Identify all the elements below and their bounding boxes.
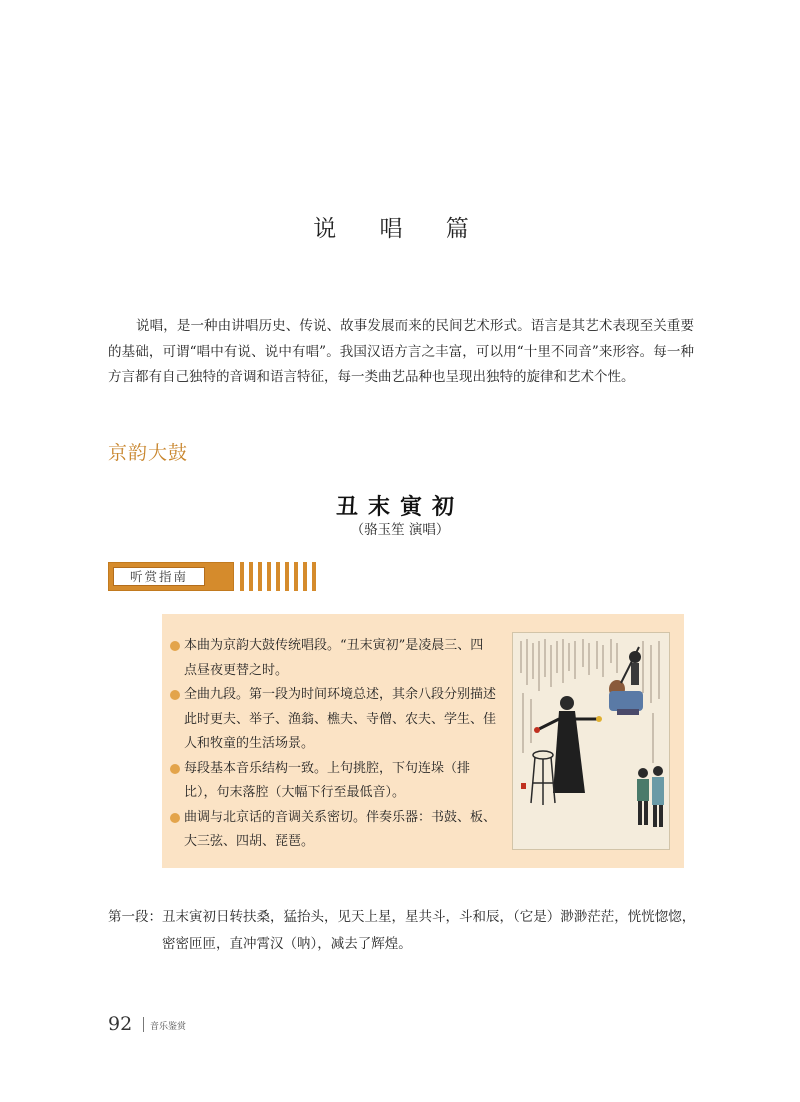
listening-notes-list [170, 634, 496, 855]
drum-singer-painting [512, 632, 670, 850]
verse-label: 第一段： [108, 909, 162, 925]
footer-book-title: 音乐鉴赏 [150, 1022, 187, 1032]
note-text: 每段基本音乐结构一致。上句挑腔，下句连垛（排比），句末落腔（大幅下行至最低音）。 [184, 760, 471, 800]
list-item [170, 757, 496, 806]
list-item [170, 634, 496, 683]
verse-text: 丑末寅初日转扶桑，猛抬头，见天上星，星共斗，斗和辰，（它是）渺渺茫茫，恍恍惚惚，密密匝匝，直冲霄汉（呐），减去了辉煌。 [162, 909, 696, 952]
performer-credit: （骆玉笙 演唱） [350, 522, 450, 538]
note-text: 本曲为京韵大鼓传统唱段。“丑末寅初”是凌晨三、四点昼夜更替之时。 [184, 638, 484, 678]
note-text: 曲调与北京话的音调关系密切。伴奏乐器：书鼓、板、大三弦、四胡、琵琶。 [184, 809, 497, 849]
lyrics-verse-1 [108, 904, 698, 958]
intro-paragraph [108, 314, 694, 391]
piece-title: 丑末寅初 [335, 494, 464, 520]
listening-guide-tab [108, 562, 234, 591]
painting-illustration [513, 633, 669, 849]
list-item [170, 683, 496, 757]
page-number: 92 [108, 1013, 133, 1035]
guide-stripes-decoration [240, 562, 316, 591]
bullet-dot-icon [170, 641, 180, 651]
bullet-dot-icon [170, 690, 180, 700]
listening-guide-label: 听赏指南 [113, 567, 205, 586]
footer-divider [143, 1017, 144, 1032]
category-heading: 京韵大鼓 [108, 442, 189, 464]
list-item [170, 806, 496, 855]
bullet-dot-icon [170, 813, 180, 823]
bullet-dot-icon [170, 764, 180, 774]
intro-text: 说唱，是一种由讲唱历史、传说、故事发展而来的民间艺术形式。语言是其艺术表现至关重要的基础，可谓“唱中有说、说中有唱”。我国汉语方言之丰富，可以用“十里不同音”来形容。每一种方言都有自己独特的音调和语言特征，每一类曲艺品种也呈现出独特的旋律和艺术个性。 [108, 318, 694, 385]
note-text: 全曲九段。第一段为时间环境总述，其余八段分别描述此时更夫、举子、渔翁、樵夫、寺僧、农夫、学生、佳人和牧童的生活场景。 [184, 687, 497, 751]
section-title: 说 唱 篇 [313, 216, 487, 242]
